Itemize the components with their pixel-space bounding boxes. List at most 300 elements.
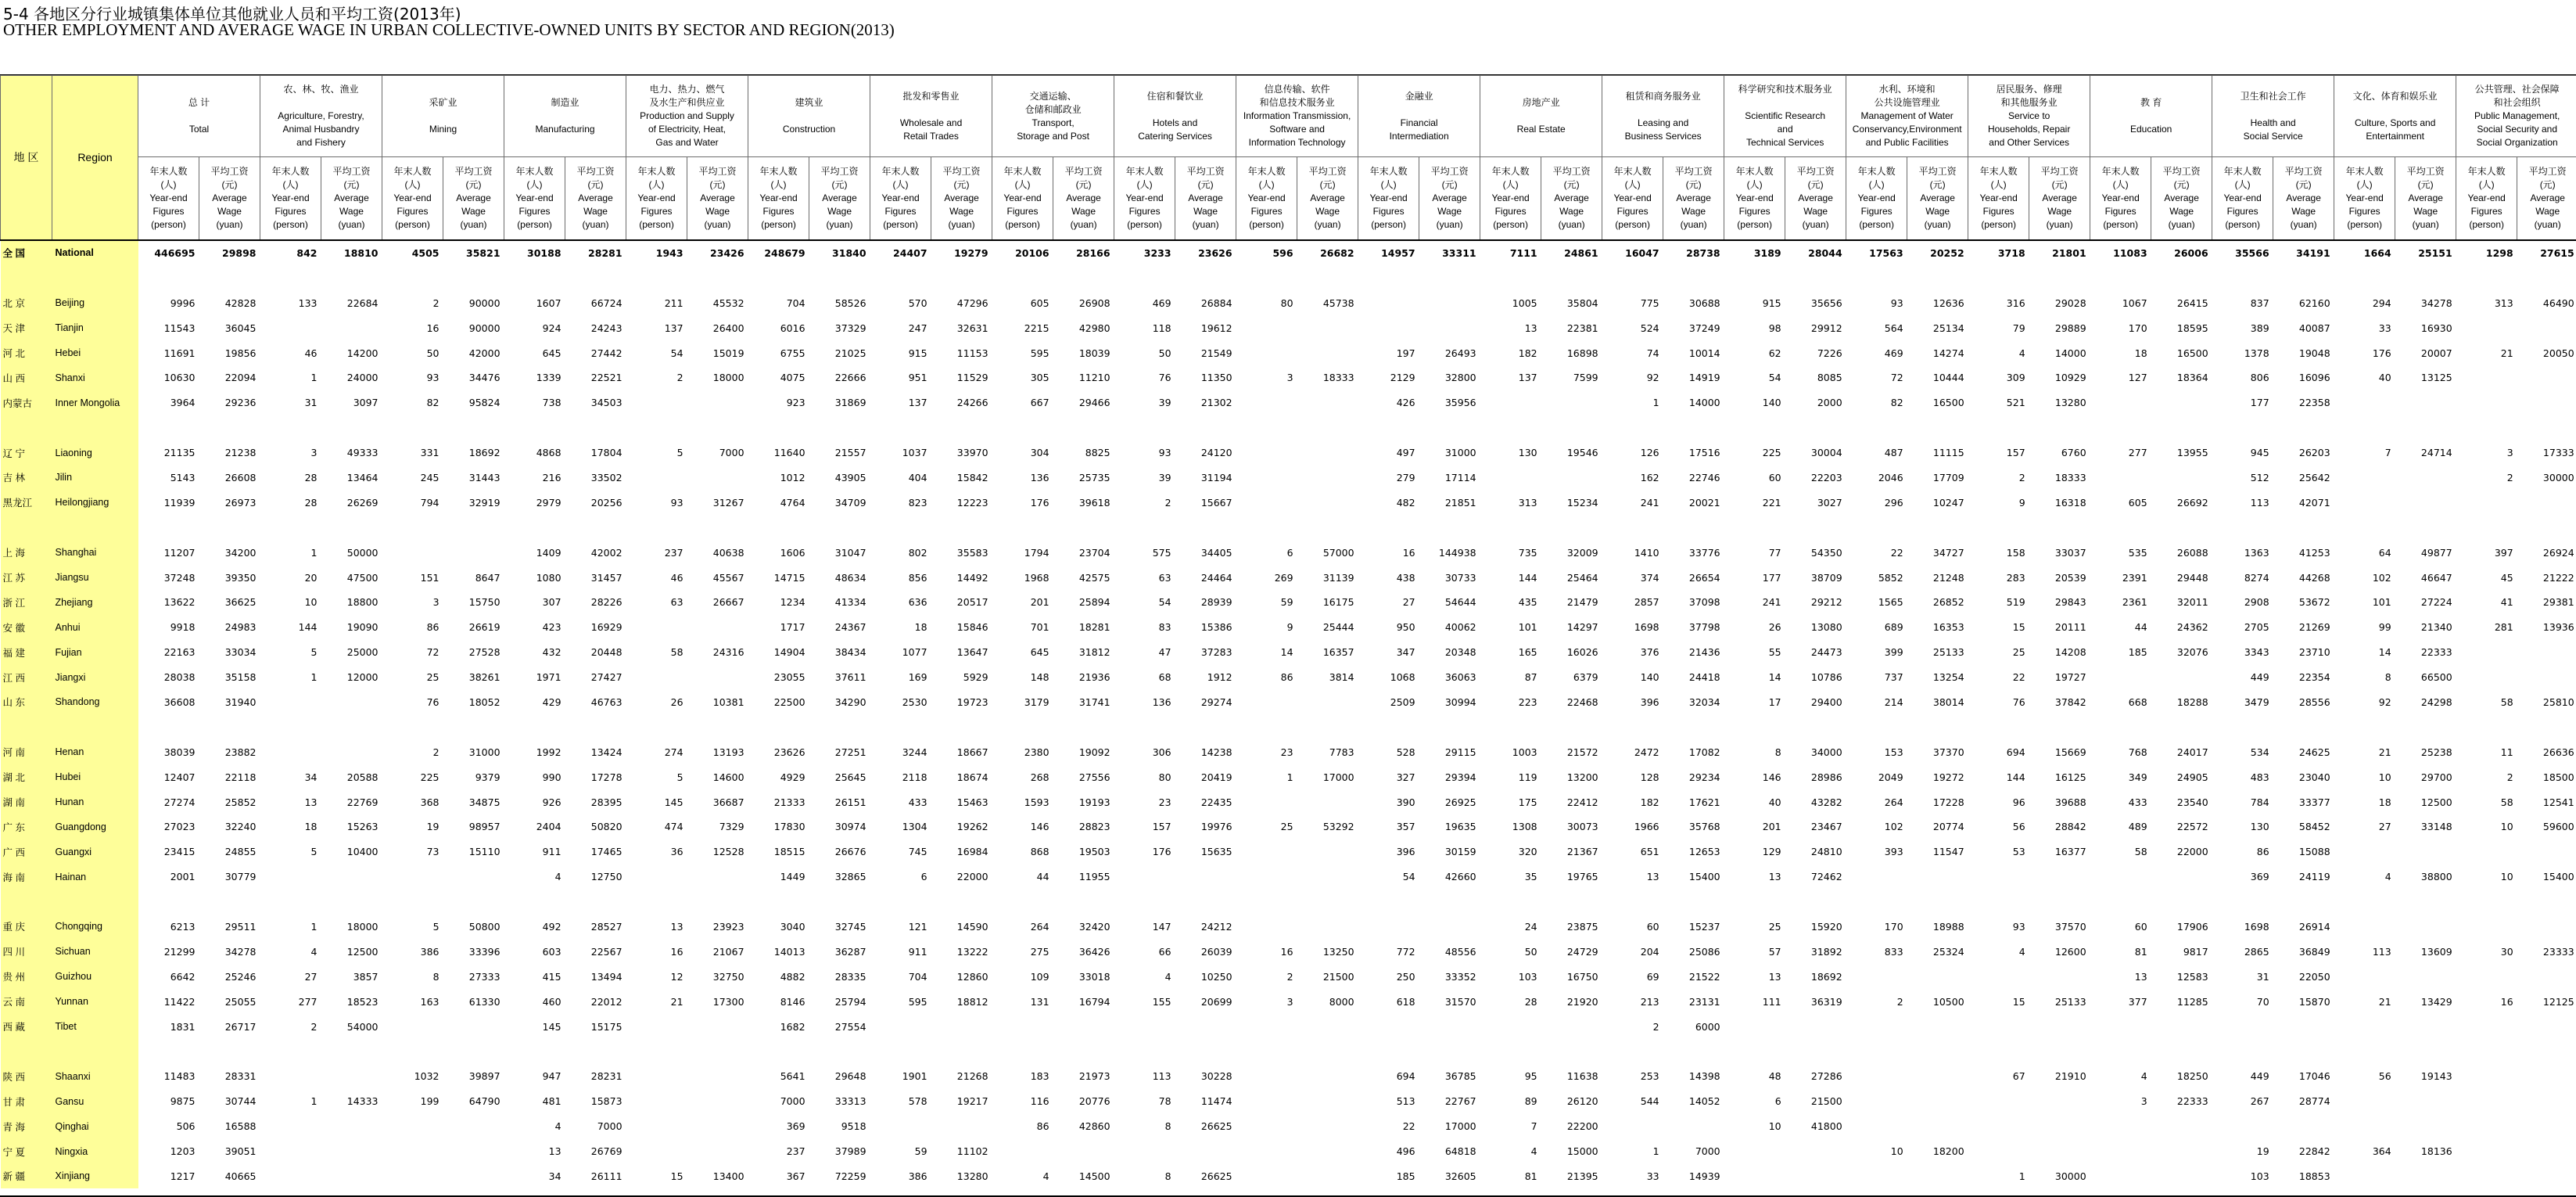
average-wage-cell: 27556	[1078, 771, 1110, 783]
year-end-figures-cell: 951	[908, 372, 927, 384]
average-wage-cell: 15237	[1688, 920, 1720, 933]
year-end-figures-cell	[2456, 490, 2517, 515]
year-end-figures-cell: 386	[420, 945, 439, 958]
average-wage-cell: 19272	[1932, 771, 1964, 783]
average-wage-cell: 27286	[1810, 1070, 1842, 1083]
year-end-figures-cell: 605	[2128, 496, 2147, 509]
average-wage-cell: 28986	[1810, 771, 1842, 783]
average-wage-cell: 13200	[1566, 771, 1598, 783]
year-end-figures-cell: 393	[1884, 846, 1903, 858]
average-wage-cell	[2151, 864, 2212, 890]
year-end-figures-cell: 990	[542, 771, 561, 783]
average-wage-cell: 16500	[1932, 397, 1964, 409]
year-end-figures-cell: 176	[2372, 347, 2391, 359]
average-wage-cell: 13494	[590, 970, 622, 983]
average-wage-cell: 31570	[1444, 995, 1476, 1008]
year-end-figures-cell: 70	[2256, 995, 2269, 1008]
year-end-figures-cell: 4	[2018, 347, 2025, 359]
year-end-figures-cell: 1409	[536, 546, 561, 559]
average-wage-cell: 18853	[2298, 1170, 2330, 1182]
average-wage-cell: 20699	[1200, 995, 1232, 1008]
year-end-figures-cell: 39	[1158, 397, 1171, 409]
year-end-figures-cell	[1968, 1139, 2029, 1164]
year-end-figures-cell: 1339	[536, 372, 561, 384]
average-wage-cell	[443, 1163, 504, 1188]
year-end-figures-cell: 3	[1286, 995, 1293, 1008]
year-end-figures-cell: 605	[1030, 297, 1049, 309]
average-wage-cell: 3027	[1817, 496, 1842, 509]
year-end-figures-cell	[1236, 864, 1297, 890]
average-wage-cell: 10400	[346, 846, 379, 858]
year-end-figures-cell: 221	[1762, 496, 1781, 509]
region-name-en: Tianjin	[52, 315, 138, 340]
year-end-figures-cell: 435	[1518, 596, 1537, 609]
average-wage-cell: 26006	[2174, 246, 2208, 259]
average-wage-cell: 15873	[590, 1095, 622, 1108]
average-wage-cell: 9379	[475, 771, 500, 783]
year-end-figures-cell: 1378	[2244, 347, 2269, 359]
year-end-figures-cell	[626, 466, 687, 491]
year-end-figures-cell: 86	[1280, 671, 1293, 684]
average-wage-cell: 18333	[1322, 372, 1354, 384]
year-end-figures-cell: 157	[2006, 447, 2025, 459]
year-end-figures-cell: 18	[2378, 796, 2391, 808]
year-end-figures-cell: 5641	[780, 1070, 805, 1083]
average-wage-cell	[2029, 864, 2090, 890]
year-end-figures-header: 年末人数 (人) Year-end Figures (person)	[260, 157, 321, 240]
table-row	[1, 1163, 2576, 1188]
year-end-figures-cell: 636	[908, 596, 927, 609]
year-end-figures-cell: 30188	[527, 246, 561, 259]
average-wage-cell: 28166	[1076, 246, 1110, 259]
year-end-figures-cell: 775	[1640, 297, 1659, 309]
spacer-cell	[1, 1039, 52, 1064]
year-end-figures-cell	[1236, 440, 1297, 466]
average-wage-cell	[2517, 1089, 2576, 1114]
year-end-figures-cell: 83	[1158, 621, 1171, 634]
year-end-figures-cell: 162	[1640, 471, 1659, 483]
table-row	[1, 565, 2576, 590]
year-end-figures-cell: 96	[2012, 796, 2025, 808]
average-wage-cell: 19612	[1200, 322, 1232, 334]
spacer-cell	[52, 515, 138, 540]
average-wage-cell: 17278	[590, 771, 622, 783]
year-end-figures-cell: 369	[2250, 871, 2269, 883]
year-end-figures-cell: 157	[1152, 821, 1171, 833]
year-end-figures-cell: 438	[1396, 571, 1415, 584]
year-end-figures-cell: 668	[2128, 696, 2147, 708]
year-end-figures-cell: 1901	[902, 1070, 927, 1083]
year-end-figures-cell: 1449	[780, 871, 805, 883]
average-wage-cell: 38261	[468, 671, 500, 684]
year-end-figures-cell: 76	[1158, 372, 1171, 384]
sector-header: 房地产业 Real Estate	[1480, 76, 1602, 157]
average-wage-header: 平均工资 (元) Average Wage (yuan)	[1663, 157, 1724, 240]
region-name-zh: 湖 北	[1, 764, 52, 789]
average-wage-cell: 20776	[1078, 1095, 1110, 1108]
average-wage-cell: 28335	[834, 970, 866, 983]
average-wage-cell: 26769	[590, 1145, 622, 1157]
year-end-figures-cell: 274	[664, 746, 683, 758]
table-row	[1, 540, 2576, 565]
year-end-figures-cell: 618	[1396, 995, 1415, 1008]
average-wage-cell: 66724	[590, 297, 622, 309]
year-end-figures-cell	[1358, 1014, 1419, 1039]
average-wage-cell: 22000	[956, 871, 988, 883]
year-end-figures-cell: 305	[1030, 372, 1049, 384]
year-end-figures-cell: 241	[1762, 596, 1781, 609]
average-wage-cell: 28281	[588, 246, 622, 259]
average-wage-cell: 21500	[1322, 970, 1354, 983]
year-end-figures-cell: 25	[2012, 646, 2025, 659]
year-end-figures-cell: 390	[1396, 796, 1415, 808]
average-wage-cell	[2029, 1114, 2090, 1139]
average-wage-cell: 18523	[346, 995, 379, 1008]
year-end-figures-cell: 823	[908, 496, 927, 509]
average-wage-cell: 16175	[1322, 596, 1354, 609]
average-wage-cell: 30733	[1444, 571, 1476, 584]
year-end-figures-cell: 176	[1030, 496, 1049, 509]
year-end-figures-cell: 595	[908, 995, 927, 1008]
average-wage-cell: 23467	[1810, 821, 1842, 833]
region-name-en: Guangdong	[52, 814, 138, 839]
table-row	[1, 764, 2576, 789]
year-end-figures-cell: 5852	[1878, 571, 1903, 584]
year-end-figures-cell: 2979	[536, 496, 561, 509]
average-wage-cell: 20050	[2542, 347, 2574, 359]
region-name-en: Hainan	[52, 864, 138, 890]
average-wage-cell	[1053, 1139, 1114, 1164]
year-end-figures-cell: 47	[1158, 646, 1171, 659]
year-end-figures-cell	[626, 864, 687, 890]
average-wage-cell: 13193	[712, 746, 744, 758]
year-end-figures-cell: 10	[1768, 1120, 1781, 1133]
average-wage-cell: 17228	[1932, 796, 1964, 808]
year-end-figures-cell: 113	[2250, 496, 2269, 509]
year-end-figures-header: 年末人数 (人) Year-end Figures (person)	[1602, 157, 1663, 240]
region-name-en: Shandong	[52, 690, 138, 715]
table-row	[1, 1089, 2576, 1114]
average-wage-cell: 14492	[956, 571, 988, 584]
year-end-figures-cell: 10630	[163, 372, 196, 384]
region-name-en: Jiangsu	[52, 565, 138, 590]
average-wage-cell	[1297, 1139, 1358, 1164]
year-end-figures-cell	[2090, 390, 2151, 415]
average-wage-cell: 13424	[590, 746, 622, 758]
average-wage-cell: 54000	[346, 1020, 379, 1033]
average-wage-cell: 48556	[1444, 945, 1476, 958]
average-wage-cell: 8647	[475, 571, 500, 584]
average-wage-cell: 50820	[590, 821, 622, 833]
year-end-figures-cell: 177	[1762, 571, 1781, 584]
average-wage-cell: 11102	[956, 1145, 988, 1157]
year-end-figures-cell: 2380	[1024, 746, 1049, 758]
year-end-figures-header: 年末人数 (人) Year-end Figures (person)	[2090, 157, 2151, 240]
average-wage-cell: 31840	[832, 246, 866, 259]
average-wage-cell: 54350	[1810, 546, 1842, 559]
year-end-figures-cell: 9918	[170, 621, 196, 634]
average-wage-cell: 22354	[2298, 671, 2330, 684]
average-wage-cell: 31457	[590, 571, 622, 584]
average-wage-cell: 15019	[712, 347, 744, 359]
year-end-figures-cell	[2456, 1163, 2517, 1188]
region-name-zh: 山 西	[1, 365, 52, 390]
year-end-figures-cell: 8	[2384, 671, 2391, 684]
year-end-figures-cell: 86	[2256, 846, 2269, 858]
region-name-en: Hubei	[52, 764, 138, 789]
year-end-figures-cell: 12407	[163, 771, 196, 783]
sector-header: 制造业 Manufacturing	[504, 76, 626, 157]
average-wage-cell: 14333	[346, 1095, 379, 1108]
average-wage-cell: 14208	[2054, 646, 2086, 659]
average-wage-cell: 24418	[1688, 671, 1720, 684]
average-wage-cell	[2029, 1139, 2090, 1164]
average-wage-cell: 37611	[834, 671, 866, 684]
average-wage-cell	[2517, 1014, 2576, 1039]
year-end-figures-cell	[1968, 964, 2029, 989]
average-wage-cell: 30994	[1444, 696, 1476, 708]
year-end-figures-cell: 41	[2500, 596, 2513, 609]
average-wage-cell: 53292	[1322, 821, 1354, 833]
region-name-zh: 广 西	[1, 839, 52, 864]
average-wage-cell: 32800	[1444, 372, 1476, 384]
region-name-zh: 内蒙古	[1, 390, 52, 415]
year-end-figures-cell	[1236, 1163, 1297, 1188]
average-wage-cell	[1541, 466, 1602, 491]
average-wage-cell: 22012	[590, 995, 622, 1008]
average-wage-cell	[1175, 864, 1236, 890]
year-end-figures-cell: 72	[426, 646, 439, 659]
year-end-figures-cell: 651	[1640, 846, 1659, 858]
average-wage-cell: 29648	[834, 1070, 866, 1083]
spacer-cell	[138, 515, 2576, 540]
year-end-figures-cell: 57	[1768, 945, 1781, 958]
table-row	[1, 315, 2576, 340]
year-end-figures-header: 年末人数 (人) Year-end Figures (person)	[504, 157, 565, 240]
year-end-figures-cell: 667	[1030, 397, 1049, 409]
average-wage-cell: 29448	[2176, 571, 2208, 584]
year-end-figures-cell: 145	[664, 796, 683, 808]
average-wage-cell: 23882	[224, 746, 257, 758]
year-end-figures-cell: 101	[1518, 621, 1537, 634]
sector-header: 居民服务、修理 和其他服务业 Service to Households, Repair and Other Services	[1968, 76, 2090, 157]
average-wage-cell: 15842	[956, 471, 988, 483]
average-wage-cell: 18692	[468, 447, 500, 459]
average-wage-cell: 31194	[1200, 471, 1232, 483]
year-end-figures-cell: 18	[914, 621, 927, 634]
table-title-en: OTHER EMPLOYMENT AND AVERAGE WAGE IN URBAN COLLECTIVE-OWNED UNITS BY SECTOR AND REGION(2013)	[3, 20, 895, 39]
year-end-figures-cell	[2456, 640, 2517, 665]
spacer-cell	[52, 1039, 138, 1064]
average-wage-cell: 24362	[2176, 621, 2208, 634]
region-name-zh: 辽 宁	[1, 440, 52, 466]
year-end-figures-cell: 283	[2006, 571, 2025, 584]
year-end-figures-cell: 399	[1884, 646, 1903, 659]
average-wage-header: 平均工资 (元) Average Wage (yuan)	[2151, 157, 2212, 240]
year-end-figures-cell: 128	[1640, 771, 1659, 783]
average-wage-cell: 11153	[956, 347, 988, 359]
average-wage-cell	[2517, 665, 2576, 690]
year-end-figures-cell	[2456, 839, 2517, 864]
year-end-figures-cell: 1	[1652, 1145, 1659, 1157]
year-end-figures-cell: 1	[310, 671, 318, 684]
year-end-figures-cell: 386	[908, 1170, 927, 1182]
average-wage-cell: 14398	[1688, 1070, 1720, 1083]
year-end-figures-cell	[2090, 1114, 2151, 1139]
average-wage-cell: 43282	[1810, 796, 1842, 808]
year-end-figures-cell: 158	[2006, 546, 2025, 559]
average-wage-cell: 22684	[346, 297, 379, 309]
year-end-figures-cell: 11422	[163, 995, 196, 1008]
average-wage-cell: 25133	[2054, 995, 2086, 1008]
year-end-figures-cell	[382, 1163, 443, 1188]
average-wage-cell: 26039	[1200, 945, 1232, 958]
average-wage-cell: 33034	[224, 646, 257, 659]
year-end-figures-cell: 596	[1272, 246, 1293, 259]
year-end-figures-cell: 133	[298, 297, 318, 309]
average-wage-cell: 21067	[712, 945, 744, 958]
average-wage-cell	[321, 315, 382, 340]
year-end-figures-cell: 144	[298, 621, 318, 634]
year-end-figures-cell: 2049	[1878, 771, 1903, 783]
year-end-figures-cell: 6213	[170, 920, 196, 933]
average-wage-cell: 30000	[2054, 1170, 2086, 1182]
year-end-figures-cell	[2334, 390, 2395, 415]
average-wage-cell: 26203	[2298, 447, 2330, 459]
table-row	[1, 390, 2576, 415]
average-wage-cell: 25735	[1078, 471, 1110, 483]
year-end-figures-cell: 11207	[163, 546, 196, 559]
average-wage-cell: 18288	[2176, 696, 2208, 708]
average-wage-cell: 50800	[468, 920, 500, 933]
year-end-figures-cell	[1846, 864, 1907, 890]
table-row	[1, 615, 2576, 640]
year-end-figures-cell: 320	[1518, 846, 1537, 858]
average-wage-header: 平均工资 (元) Average Wage (yuan)	[1297, 157, 1358, 240]
average-wage-cell: 30073	[1566, 821, 1598, 833]
average-wage-cell: 32034	[1688, 696, 1720, 708]
national-row	[1, 240, 2576, 266]
year-end-figures-cell: 1	[310, 1095, 318, 1108]
year-end-figures-cell: 22500	[773, 696, 805, 708]
region-name-zh: 黑龙江	[1, 490, 52, 515]
region-name-en: Yunnan	[52, 989, 138, 1014]
year-end-figures-cell: 31	[2256, 970, 2269, 983]
average-wage-cell: 31047	[834, 546, 866, 559]
year-end-figures-cell: 136	[1152, 696, 1171, 708]
year-end-figures-cell: 2361	[2122, 596, 2147, 609]
average-wage-cell: 18250	[2176, 1070, 2208, 1083]
average-wage-cell: 19092	[1078, 746, 1110, 758]
average-wage-cell: 25794	[834, 995, 866, 1008]
average-wage-cell: 49877	[2420, 546, 2452, 559]
year-end-figures-cell: 1	[1286, 771, 1293, 783]
average-wage-cell: 8000	[1329, 995, 1354, 1008]
year-end-figures-cell	[382, 1014, 443, 1039]
average-wage-cell: 66500	[2420, 671, 2452, 684]
average-wage-cell	[1785, 1163, 1846, 1188]
year-end-figures-cell	[1236, 1114, 1297, 1139]
sector-header: 建筑业 Construction	[748, 76, 870, 157]
sector-header: 批发和零售业 Wholesale and Retail Trades	[870, 76, 992, 157]
year-end-figures-cell	[1968, 1089, 2029, 1114]
year-end-figures-cell: 264	[1030, 920, 1049, 933]
year-end-figures-cell: 2	[2018, 471, 2025, 483]
average-wage-cell: 33502	[590, 471, 622, 483]
year-end-figures-cell: 137	[664, 322, 683, 334]
average-wage-cell: 20419	[1200, 771, 1232, 783]
average-wage-cell: 19765	[1566, 871, 1598, 883]
average-wage-cell	[1297, 340, 1358, 365]
average-wage-cell: 38709	[1810, 571, 1842, 584]
year-end-figures-cell: 1565	[1878, 596, 1903, 609]
average-wage-cell: 21479	[1566, 596, 1598, 609]
year-end-figures-cell: 9	[2018, 496, 2025, 509]
average-wage-cell: 24120	[1200, 447, 1232, 459]
average-wage-cell: 29381	[2542, 596, 2574, 609]
average-wage-cell	[321, 864, 382, 890]
year-end-figures-cell	[1602, 1114, 1663, 1139]
average-wage-cell: 17516	[1688, 447, 1720, 459]
year-end-figures-cell: 201	[1762, 821, 1781, 833]
average-wage-cell: 20517	[956, 596, 988, 609]
year-end-figures-cell: 137	[908, 397, 927, 409]
year-end-figures-cell: 10	[2378, 771, 2391, 783]
year-end-figures-cell: 33	[2378, 322, 2391, 334]
average-wage-cell: 24983	[224, 621, 257, 634]
sector-header: 租赁和商务服务业 Leasing and Business Services	[1602, 76, 1724, 157]
year-end-figures-cell: 492	[542, 920, 561, 933]
year-end-figures-cell: 2	[310, 1020, 318, 1033]
year-end-figures-cell: 2	[1652, 1020, 1659, 1033]
year-end-figures-cell: 524	[1640, 322, 1659, 334]
year-end-figures-cell: 1080	[536, 571, 561, 584]
average-wage-cell: 35656	[1810, 297, 1842, 309]
average-wage-cell: 24861	[1564, 246, 1598, 259]
average-wage-cell: 36625	[224, 596, 257, 609]
year-end-figures-cell: 4	[554, 871, 561, 883]
average-wage-cell: 24298	[2420, 696, 2452, 708]
average-wage-cell: 32009	[1566, 546, 1598, 559]
average-wage-cell: 23040	[2298, 771, 2330, 783]
year-end-figures-cell: 10	[1890, 1145, 1903, 1157]
year-end-figures-cell: 1298	[2485, 246, 2513, 259]
year-end-figures-cell: 1032	[414, 1070, 439, 1083]
region-name-zh: 甘 肃	[1, 1089, 52, 1114]
average-wage-cell: 13080	[1810, 621, 1842, 634]
average-wage-cell: 12500	[2420, 796, 2452, 808]
average-wage-cell: 15088	[2298, 846, 2330, 858]
year-end-figures-cell: 14904	[773, 646, 805, 659]
year-end-figures-cell: 5	[676, 447, 683, 459]
average-wage-cell: 15846	[956, 621, 988, 634]
average-wage-cell: 18500	[2542, 771, 2574, 783]
average-wage-header: 平均工资 (元) Average Wage (yuan)	[199, 157, 260, 240]
year-end-figures-cell: 3233	[1143, 246, 1171, 259]
average-wage-cell: 30974	[834, 821, 866, 833]
average-wage-cell	[687, 1114, 748, 1139]
year-end-figures-cell: 33	[1646, 1170, 1659, 1182]
year-end-figures-cell: 155	[1152, 995, 1171, 1008]
average-wage-cell: 12600	[2054, 945, 2086, 958]
average-wage-cell: 45567	[712, 571, 744, 584]
average-wage-cell: 26120	[1566, 1095, 1598, 1108]
average-wage-cell: 28226	[590, 596, 622, 609]
year-end-figures-cell: 689	[1884, 621, 1903, 634]
year-end-figures-cell: 306	[1152, 746, 1171, 758]
average-wage-cell: 22767	[1444, 1095, 1476, 1108]
year-end-figures-cell: 93	[2012, 920, 2025, 933]
